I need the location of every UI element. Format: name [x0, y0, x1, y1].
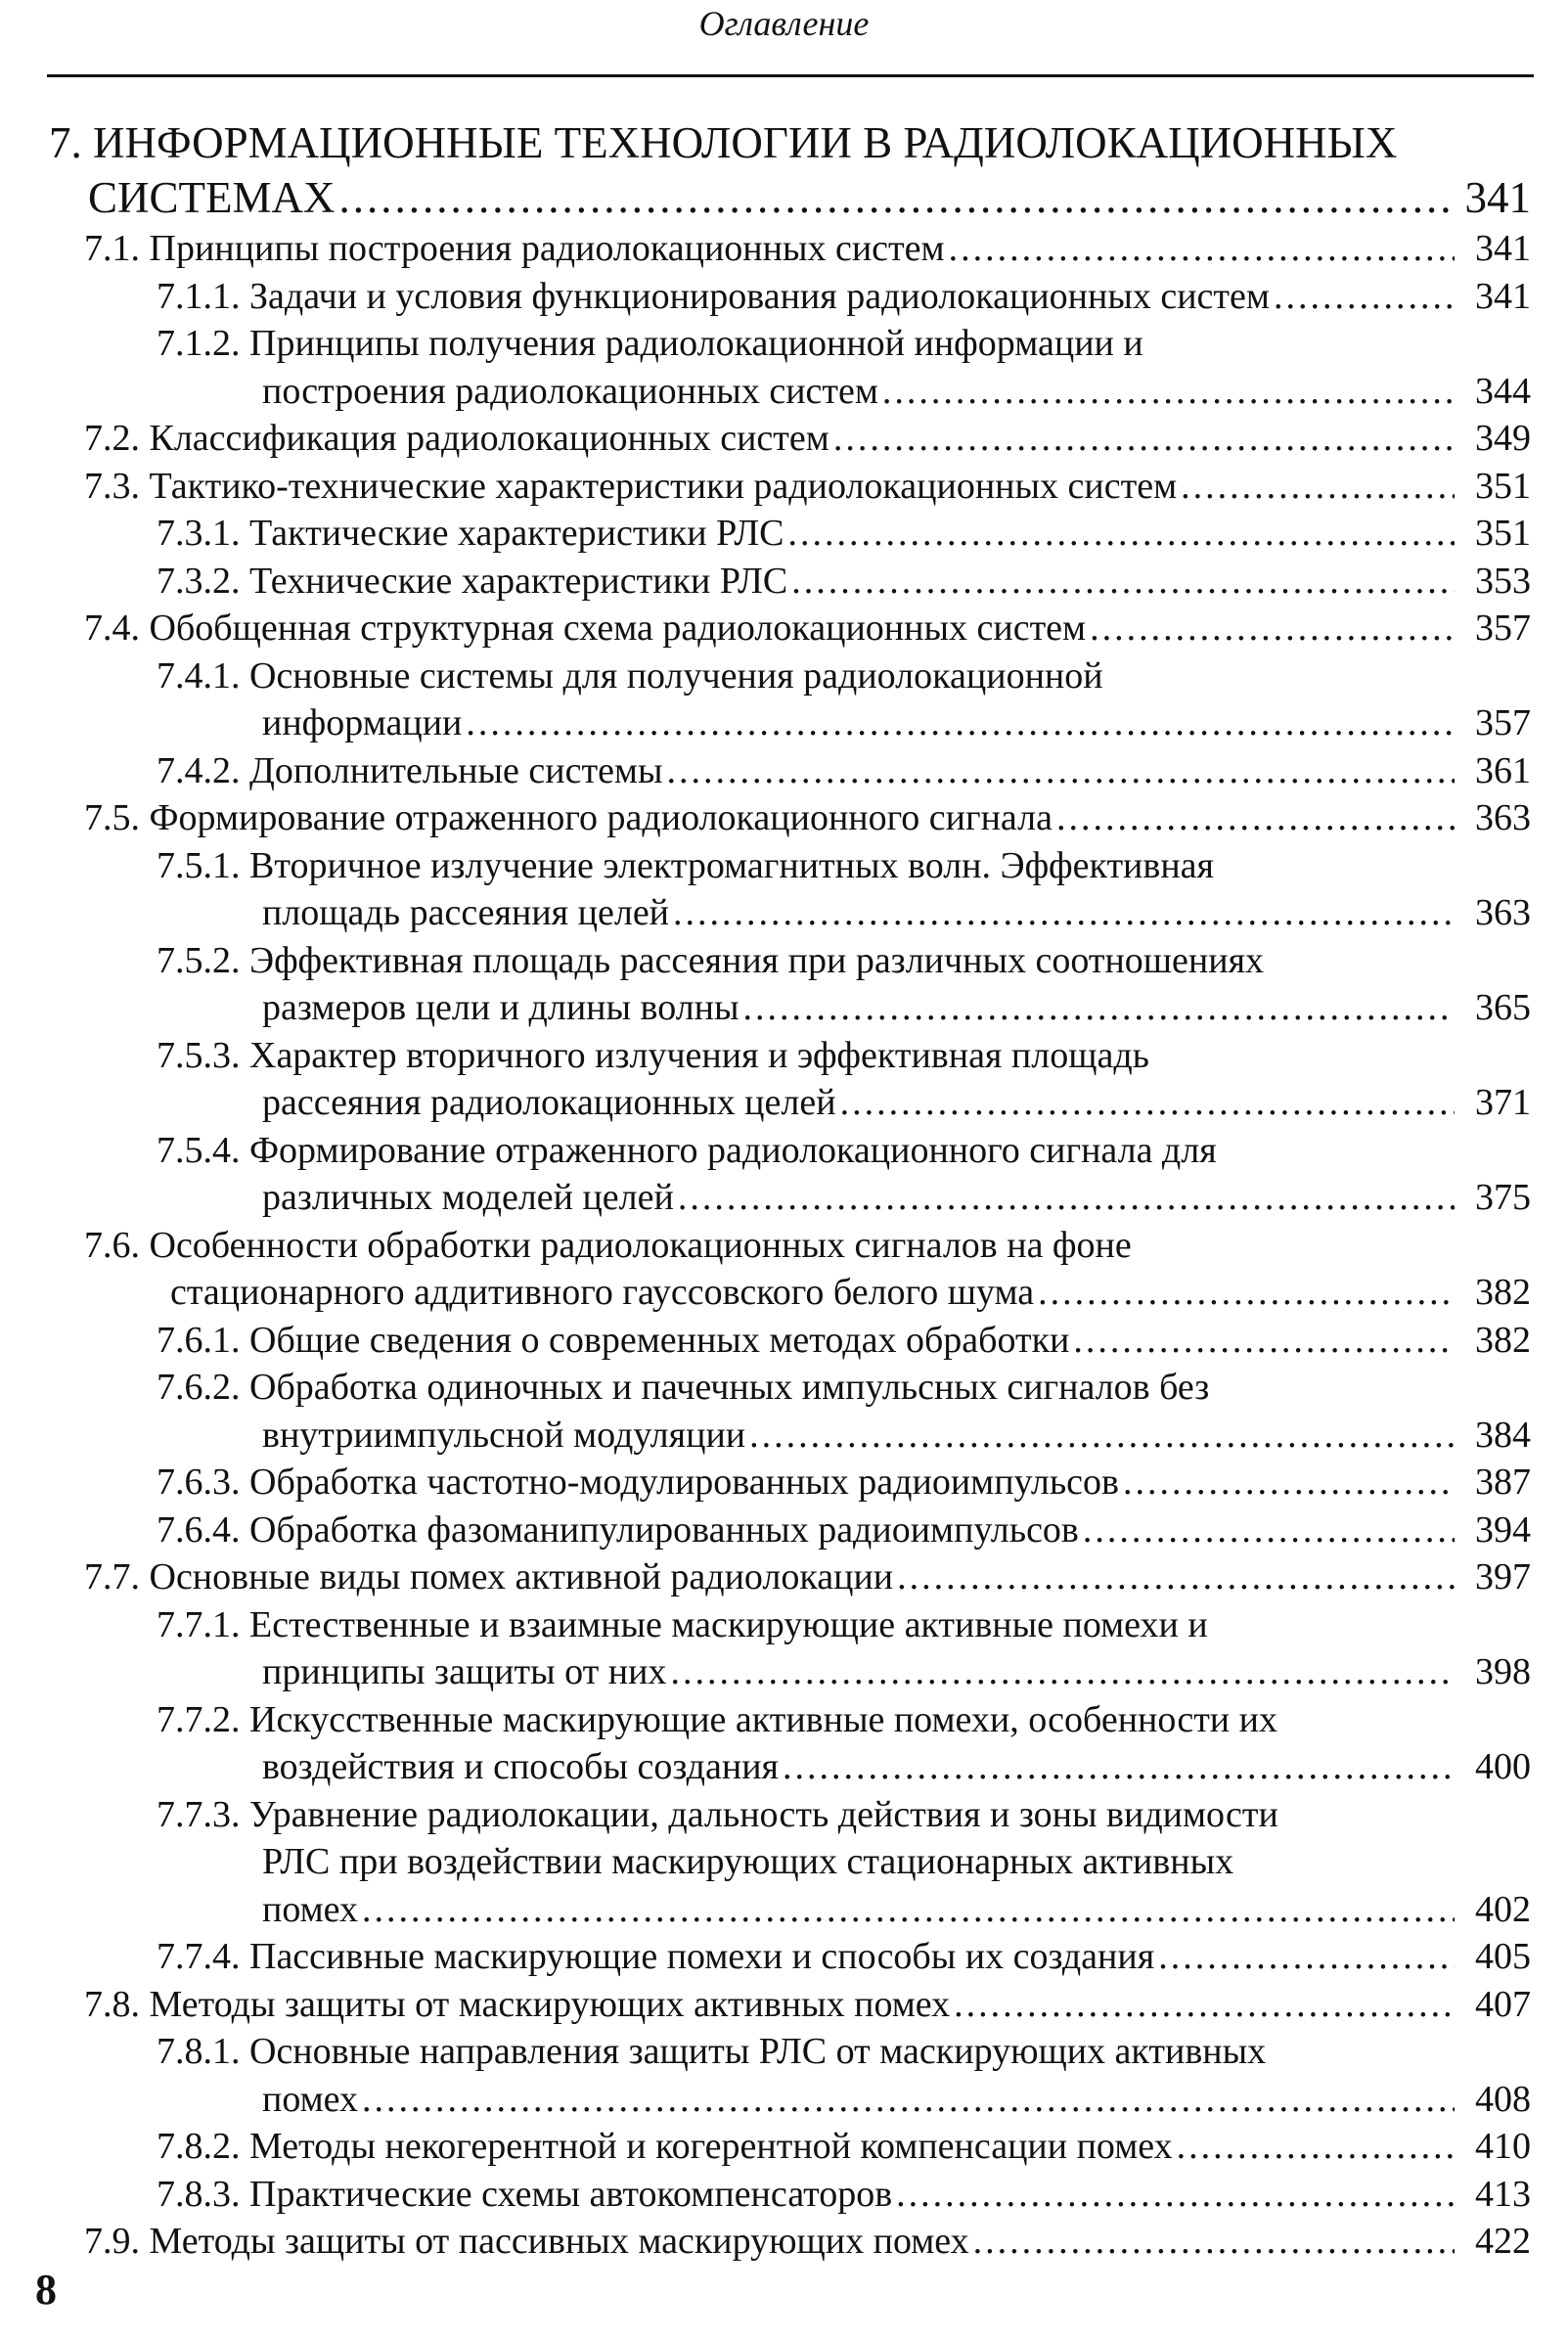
toc-page-number: 341 — [1464, 173, 1531, 222]
toc-page-number: 371 — [1475, 1082, 1531, 1123]
toc-entry-title: различных моделей целей — [262, 1177, 674, 1218]
dot-leader — [836, 1079, 1455, 1126]
toc-entry-title: 7.8. Методы защиты от маскирующих активных помех — [84, 1983, 951, 2025]
toc-entry-line — [0, 1222, 1568, 1270]
toc-page-number: 357 — [1475, 607, 1531, 649]
toc-entry-title: 7.1. Принципы построения радиолокационных систем — [84, 228, 945, 269]
toc-page-number: 408 — [1475, 2078, 1531, 2120]
toc-entry-title: 7.5.2. Эффективная площадь рассеяния при различных соотношениях — [157, 939, 1265, 981]
dot-leader — [1270, 273, 1455, 320]
toc-page-number: 394 — [1475, 1508, 1531, 1551]
toc-entry — [0, 1317, 1568, 1365]
toc-entry-title: 7.8.3. Практические схемы автокомпенсаторов — [157, 2173, 893, 2215]
toc-entry-title: 7.7. Основные виды помех активной радиолокации — [84, 1556, 894, 1597]
toc-entry-title: площадь рассеяния целей — [262, 892, 670, 933]
dot-leader — [674, 1174, 1455, 1221]
dot-leader — [1069, 1317, 1455, 1364]
toc-entry-title: 7.1.2. Принципы получения радиолокационной информации и — [157, 323, 1143, 364]
dot-leader — [462, 699, 1455, 746]
dot-leader — [779, 1743, 1455, 1790]
dot-leader — [829, 415, 1455, 462]
toc-entry-line — [0, 652, 1568, 700]
toc-entry-title: 7.1.1. Задачи и условия функционирования радиолокационных систем — [157, 275, 1270, 317]
toc-entry-title: воздействия и способы создания — [262, 1746, 780, 1787]
toc-entry-line — [0, 1601, 1568, 1649]
toc-page-number: 353 — [1475, 560, 1531, 602]
toc-entry-line — [0, 1791, 1568, 1839]
toc-page-number: 413 — [1475, 2173, 1531, 2215]
toc-page-number: 382 — [1475, 1272, 1531, 1313]
toc-entry — [0, 558, 1568, 606]
toc-entry-title: 7.6.2. Обработка одиночных и пачечных импульсных сигналов без — [157, 1367, 1210, 1408]
page-number: 8 — [35, 2266, 57, 2314]
toc-entry — [0, 1933, 1568, 1981]
dot-leader — [336, 170, 1455, 225]
toc-page-number: 341 — [1475, 275, 1531, 317]
toc-entry-title: размеров цели и длины волны — [262, 987, 739, 1028]
toc-entry — [0, 2076, 1568, 2124]
toc-entry-title: РЛС при воздействии маскирующих стационарных активных — [262, 1841, 1234, 1882]
toc-entry-line — [0, 320, 1568, 368]
dot-leader — [787, 558, 1455, 605]
dot-leader — [666, 1648, 1455, 1695]
dot-leader — [878, 368, 1455, 415]
toc-entry-title: 7.4.1. Основные системы для получения радиолокационной — [157, 654, 1103, 697]
toc-page-number: 384 — [1475, 1414, 1531, 1456]
toc-entry-title: 7.7.1. Естественные и взаимные маскирующие активные помехи и — [157, 1603, 1208, 1645]
toc-entry-title: 7.6.3. Обработка частотно-модулированных радиоимпульсов — [157, 1462, 1119, 1503]
toc-entry — [0, 415, 1568, 463]
toc-entry — [0, 1648, 1568, 1696]
toc-entry-title: 7.4. Обобщенная структурная схема радиолокационных систем — [84, 607, 1087, 649]
toc-entry-title: 7.5.3. Характер вторичного излучения и эффективная площадь — [157, 1034, 1149, 1076]
toc-entry — [0, 794, 1568, 842]
toc-entry-title: 7.5. Формирование отраженного радиолокационного сигнала — [84, 797, 1053, 838]
toc-entry — [0, 1507, 1568, 1554]
toc-entry — [0, 1743, 1568, 1791]
toc-entry-title: СИСТЕМАХ — [88, 173, 336, 222]
toc-entry — [0, 605, 1568, 652]
toc-entry-title: 7.5.1. Вторичное излучение электромагнитных волн. Эффективная — [157, 844, 1215, 886]
toc-entry-title: внутриимпульсной модуляции — [262, 1414, 746, 1456]
toc-entry — [0, 225, 1568, 273]
dot-leader — [358, 2076, 1455, 2123]
toc-page-number: 398 — [1475, 1651, 1531, 1692]
toc-entry-title: 7.4.2. Дополнительные системы — [157, 749, 663, 791]
toc-page-number: 361 — [1475, 749, 1531, 791]
toc-page-number: 387 — [1475, 1462, 1531, 1503]
toc-entry-line — [0, 2028, 1568, 2076]
dot-leader — [892, 2171, 1455, 2218]
toc-entry — [0, 170, 1568, 225]
dot-leader — [969, 2218, 1455, 2265]
toc-entry-title: помех — [262, 2078, 359, 2120]
toc-entry-title: 7.2. Классификация радиолокационных систем — [84, 418, 829, 459]
toc-entry-title: информации — [262, 702, 463, 743]
toc-entry — [0, 463, 1568, 511]
dot-leader — [663, 747, 1455, 794]
dot-leader — [739, 984, 1455, 1031]
toc-entry-title: принципы защиты от них — [262, 1651, 667, 1692]
toc-entry — [0, 699, 1568, 747]
toc-page-number: 363 — [1475, 892, 1531, 933]
toc-entry-line — [0, 842, 1568, 890]
toc-entry-title: 7.3. Тактико-технические характеристики радиолокационных систем — [84, 465, 1178, 507]
toc-page-number: 405 — [1475, 1936, 1531, 1977]
toc-page-number: 407 — [1475, 1983, 1531, 2025]
toc-entry-line — [0, 115, 1568, 170]
toc-entry-title: 7.7.2. Искусственные маскирующие активные помехи, особенности их — [157, 1698, 1277, 1740]
toc-entry — [0, 273, 1568, 321]
toc-entry-line — [0, 1032, 1568, 1080]
toc-entry-title: помех — [262, 1888, 359, 1930]
dot-leader — [784, 510, 1456, 557]
toc-entry — [0, 510, 1568, 558]
toc-entry-title: рассеяния радиолокационных целей — [262, 1082, 836, 1123]
toc-entry — [0, 1553, 1568, 1601]
toc-entry-title: 7.8.1. Основные направления защиты РЛС от маскирующих активных — [157, 2031, 1267, 2072]
dot-leader — [358, 1886, 1455, 1933]
toc-entry — [0, 889, 1568, 937]
toc-page-number: 363 — [1475, 797, 1531, 838]
toc-entry-title: 7.7.4. Пассивные маскирующие помехи и способы их создания — [157, 1936, 1155, 1977]
toc-entry — [0, 368, 1568, 416]
toc-entry-title: 7.5.4. Формирование отраженного радиолокационного сигнала для — [157, 1129, 1217, 1171]
toc-entry-title: стационарного аддитивного гауссовского белого шума — [170, 1272, 1035, 1313]
toc-entry-line — [0, 1127, 1568, 1175]
toc-entry-title: 7.8.2. Методы некогерентной и когерентной компенсации помех — [157, 2126, 1173, 2167]
toc-entry-title: 7.3.2. Технические характеристики РЛС — [157, 560, 788, 602]
toc-page-number: 351 — [1475, 465, 1531, 507]
toc-entry — [0, 2218, 1568, 2266]
toc-entry-line — [0, 1696, 1568, 1744]
running-head: Оглавление — [698, 4, 870, 43]
toc-page-number: 375 — [1475, 1177, 1531, 1218]
toc-entry — [0, 1981, 1568, 2029]
dot-leader — [745, 1412, 1455, 1459]
toc-page-number: 400 — [1475, 1746, 1531, 1787]
toc-page-number: 351 — [1475, 513, 1531, 554]
dot-leader — [1173, 2123, 1455, 2170]
toc-entry — [0, 1412, 1568, 1460]
dot-leader — [893, 1553, 1455, 1600]
dot-leader — [1034, 1269, 1455, 1316]
toc-entry-line — [0, 937, 1568, 985]
dot-leader — [950, 1981, 1455, 2028]
toc-entry — [0, 1886, 1568, 1934]
table-of-contents — [0, 115, 1568, 2266]
toc-page-number: 365 — [1475, 987, 1531, 1028]
dot-leader — [1119, 1459, 1455, 1506]
toc-entry-title: построения радиолокационных систем — [262, 370, 878, 412]
dot-leader — [1154, 1933, 1455, 1980]
toc-entry — [0, 984, 1568, 1032]
dot-leader — [945, 225, 1455, 272]
dot-leader — [1079, 1507, 1455, 1553]
dot-leader — [1053, 794, 1455, 841]
toc-entry — [0, 1459, 1568, 1507]
toc-page-number: 402 — [1475, 1888, 1531, 1930]
toc-page-number: 341 — [1475, 228, 1531, 269]
toc-entry-title: 7.6. Особенности обработки радиолокационных сигналов на фоне — [84, 1224, 1132, 1266]
toc-entry — [0, 747, 1568, 795]
dot-leader — [1086, 605, 1455, 652]
toc-entry-title: 7.6.4. Обработка фазоманипулированных радиоимпульсов — [157, 1508, 1079, 1551]
toc-entry-title: 7.9. Методы защиты от пассивных маскирующих помех — [84, 2221, 969, 2262]
toc-entry-line — [0, 1364, 1568, 1412]
toc-entry — [0, 1079, 1568, 1127]
toc-entry — [0, 1174, 1568, 1222]
toc-entry-title: 7.7.3. Уравнение радиолокации, дальность действия и зоны видимости — [157, 1793, 1278, 1835]
toc-page-number: 357 — [1475, 702, 1531, 743]
dot-leader — [669, 889, 1455, 936]
toc-entry-line — [0, 1838, 1568, 1886]
toc-entry-title: 7.6.1. Общие сведения о современных методах обработки — [157, 1319, 1070, 1361]
toc-page-number: 344 — [1475, 370, 1531, 412]
dot-leader — [1177, 463, 1455, 510]
toc-page-number: 397 — [1475, 1556, 1531, 1597]
toc-entry — [0, 2171, 1568, 2219]
header-rule — [47, 74, 1534, 77]
toc-page-number: 382 — [1475, 1319, 1531, 1361]
toc-entry-title: 7.3.1. Тактические характеристики РЛС — [157, 513, 784, 554]
toc-entry-title: 7. ИНФОРМАЦИОННЫЕ ТЕХНОЛОГИИ В РАДИОЛОКАЦИОННЫХ — [49, 118, 1398, 167]
toc-page-number: 349 — [1475, 418, 1531, 459]
toc-entry — [0, 2123, 1568, 2171]
toc-entry — [0, 1269, 1568, 1317]
toc-page-number: 422 — [1475, 2221, 1531, 2262]
toc-page-number: 410 — [1475, 2126, 1531, 2167]
